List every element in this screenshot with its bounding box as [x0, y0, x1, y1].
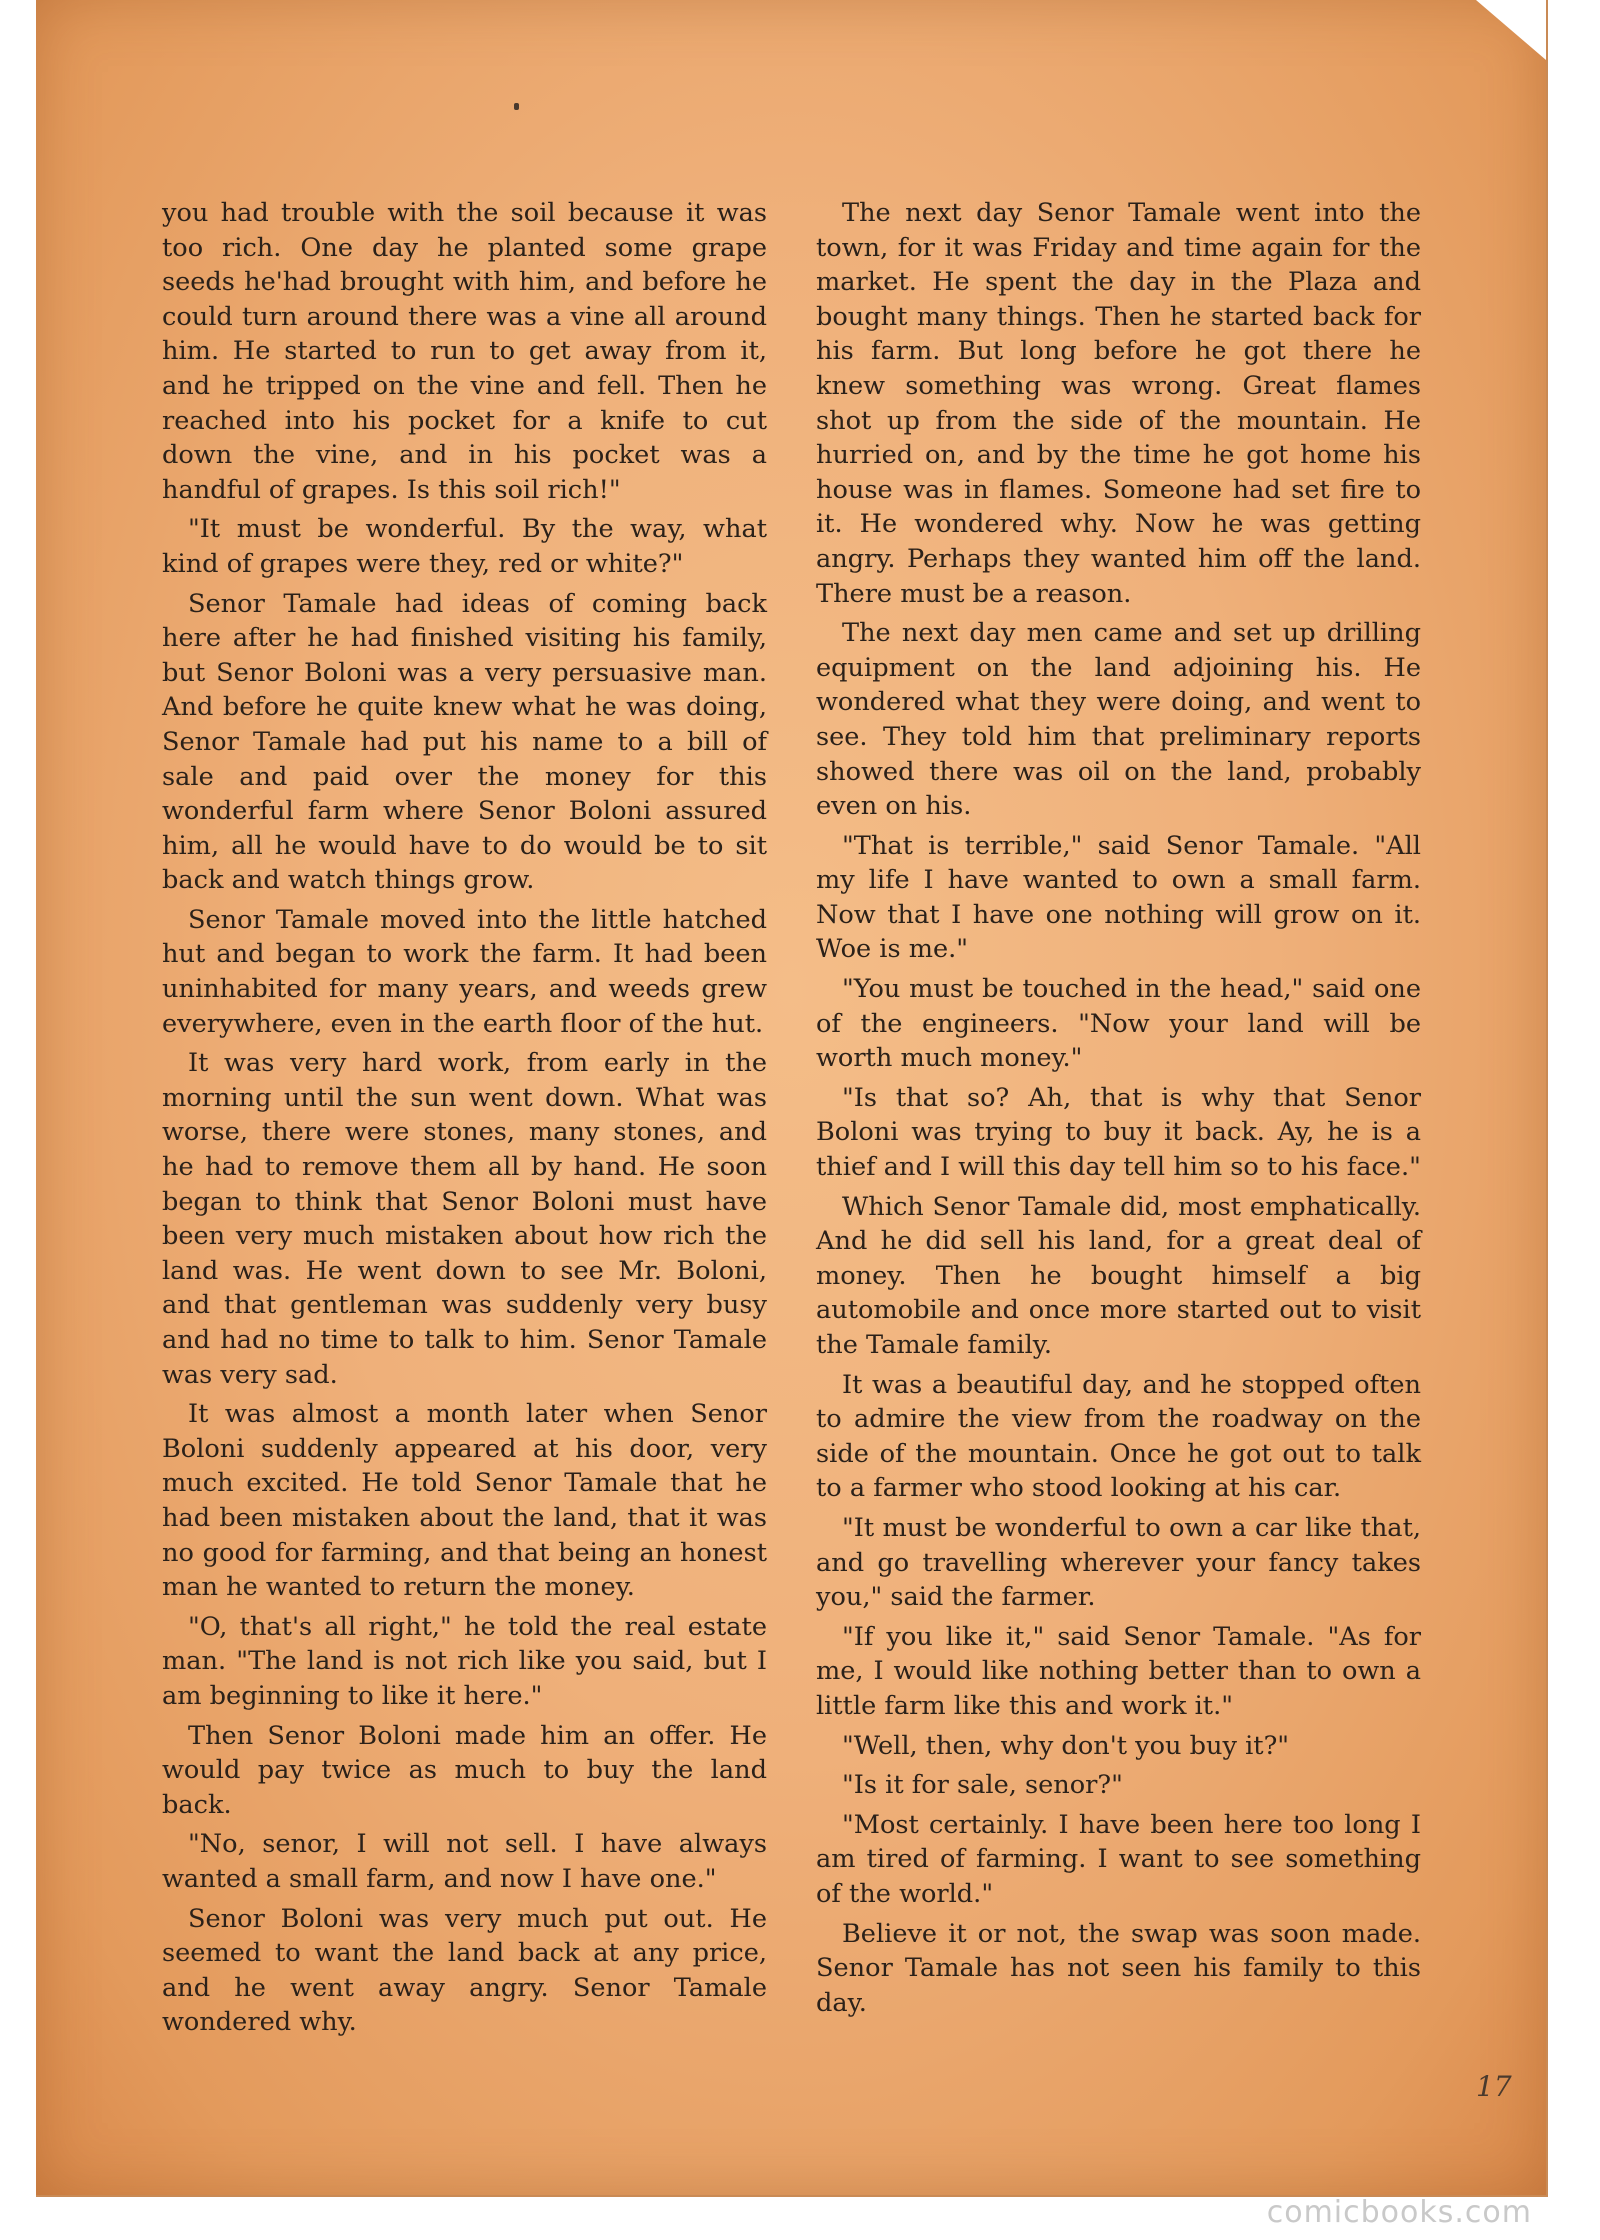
- paragraph: Senor Boloni was very much put out. He seemed to want the land back at any price, and he went away angry. Senor Tamale wondered why.: [162, 1903, 767, 2038]
- paragraph: Senor Tamale had ideas of coming back here after he had finished visiting his family, but Senor Boloni was a very persuasive man. And before he quite knew what he was doing, Senor Tamale had put his name to a bill of sale and paid over the money for this wonderful farm where Senor Boloni assured him, all he would have to do would be to sit back and watch things grow.: [162, 588, 767, 896]
- story-page: [36, 0, 1548, 2197]
- paragraph: Senor Tamale moved into the little hatched hut and began to work the farm. It had been uninhabited for many years, and weeds grew everywhere, even in the earth floor of the hut.: [162, 904, 767, 1039]
- paragraph: It was a beautiful day, and he stopped often to admire the view from the roadway on the side of the mountain. Once he got out to talk to a farmer who stood looking at his car.: [816, 1369, 1421, 1504]
- paragraph: "Is it for sale, senor?": [842, 1770, 1123, 1801]
- paragraph: "You must be touched in the head," said one of the engineers. "Now your land will be worth much money.": [816, 974, 1421, 1074]
- page-number: 17: [1476, 2070, 1512, 2103]
- paragraph: "Most certainly. I have been here too long I am tired of farming. I want to see something of the world.": [816, 1809, 1421, 1909]
- paragraph: "Well, then, why don't you buy it?": [842, 1730, 1290, 1761]
- paragraph: The next day Senor Tamale went into the town, for it was Friday and time again for the market. He spent the day in the Plaza and bought many things. Then he started back for his farm. But long before he got there he knew something was wrong. Great flames shot up from the side of the mountain. He hurried on, and by the time he got home his house was in flames. Someone had set fire to it. He wondered why. Now he was getting angry. Perhaps they wanted him off the land. There must be a reason.: [816, 198, 1421, 609]
- paragraph: you had trouble with the soil because it was too rich. One day he planted some grape seeds he'had brought with him, and before he could turn around there was a vine all around him. He started to run to get away from it, and he tripped on the vine and fell. Then he reached into his pocket for a knife to cut down the vine, and in his pocket was a handful of grapes. Is this soil rich!": [162, 198, 767, 505]
- torn-corner: [1476, 0, 1546, 60]
- paragraph: "It must be wonderful to own a car like that, and go travelling wherever your fancy takes you," said the farmer.: [816, 1512, 1421, 1613]
- paragraph: Then Senor Boloni made him an offer. He would pay twice as much to buy the land back.: [162, 1720, 767, 1820]
- paragraph: "It must be wonderful. By the way, what kind of grapes were they, red or white?": [162, 514, 767, 579]
- right-column: [816, 196, 1421, 2025]
- paragraph: Which Senor Tamale did, most emphatically. And he did sell his land, for a great deal of money. Then he bought himself a big automobile and once more started out to visit the Tamale family.: [816, 1191, 1421, 1360]
- paragraph: "Is that so? Ah, that is why that Senor Boloni was trying to buy it back. Ay, he is a thief and I will this day tell him so to his face.": [816, 1082, 1421, 1183]
- paragraph: "O, that's all right," he told the real estate man. "The land is not rich like you said, but I am beginning to like it here.": [162, 1611, 767, 1711]
- left-column: [162, 196, 767, 2045]
- paragraph: It was almost a month later when Senor Boloni suddenly appeared at his door, very much excited. He told Senor Tamale that he had been mistaken about the land, that it was no good for farming, and that being an honest man he wanted to return the money.: [162, 1399, 767, 1603]
- paragraph: "That is terrible," said Senor Tamale. "All my life I have wanted to own a small farm. Now that I have one nothing will grow on it. Woe is me.": [816, 830, 1421, 965]
- paragraph: It was very hard work, from early in the morning until the sun went down. What was worse, there were stones, many stones, and he had to remove them all by hand. He soon began to think that Senor Boloni must have been very much mistaken about how rich the land was. He went down to see Mr. Boloni, and that gentleman was suddenly very busy and had no time to talk to him. Senor Tamale was very sad.: [162, 1048, 767, 1390]
- watermark: comicbooks.com: [1266, 2195, 1532, 2230]
- paragraph: "If you like it," said Senor Tamale. "As for me, I would like nothing better than to own a little farm like this and work it.": [816, 1621, 1421, 1721]
- paragraph: Believe it or not, the swap was soon made. Senor Tamale has not seen his family to this day.: [816, 1918, 1421, 2018]
- ink-speck: [514, 103, 519, 110]
- paragraph: "No, senor, I will not sell. I have always wanted a small farm, and now I have one.": [162, 1829, 767, 1894]
- paragraph: The next day men came and set up drilling equipment on the land adjoining his. He wondered what they were doing, and went to see. They told him that preliminary reports showed there was oil on the land, probably even on his.: [816, 618, 1421, 822]
